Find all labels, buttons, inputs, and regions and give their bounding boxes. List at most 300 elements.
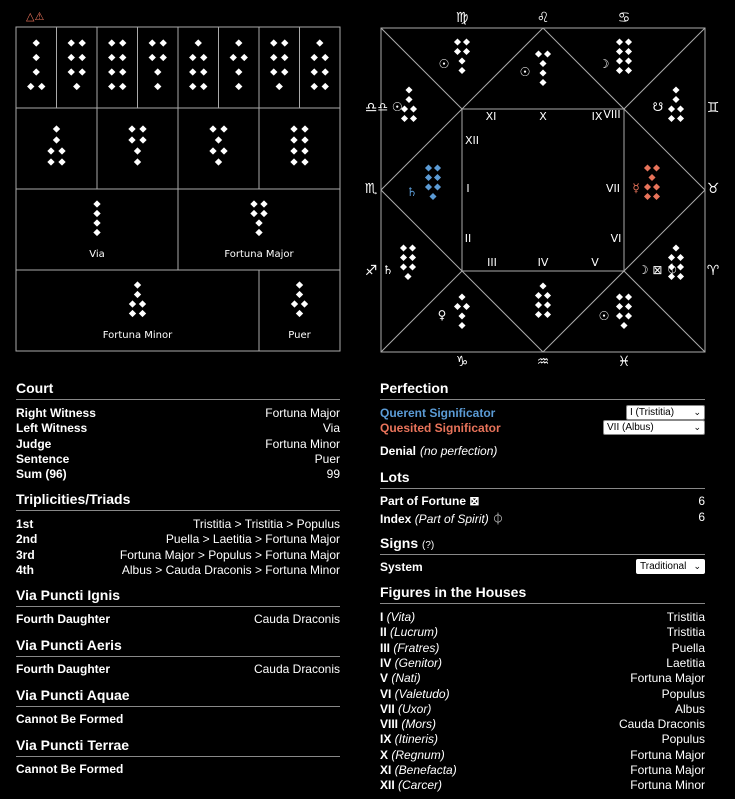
- via-aquae-label: Cannot Be Formed: [16, 712, 124, 726]
- figure-dot: [296, 281, 303, 288]
- zodiac-sign-icon: ♉: [706, 181, 720, 197]
- figure-dot: [653, 193, 660, 200]
- figure-dot: [93, 200, 100, 207]
- figure-dot: [409, 254, 416, 261]
- figure-dot: [544, 50, 551, 57]
- figure-dot: [281, 54, 288, 61]
- house-latin-name: (Itineris): [394, 732, 439, 747]
- shield-figure: [311, 39, 329, 90]
- figure-dot: [235, 68, 242, 75]
- divider: [16, 706, 340, 707]
- figure-dot: [119, 54, 126, 61]
- divider: [16, 756, 340, 757]
- planet-icon: ☉: [598, 309, 610, 323]
- house-label: [380, 732, 438, 746]
- figure-dot: [434, 183, 441, 190]
- figure-dot: [539, 60, 546, 67]
- house-number: VI: [380, 686, 395, 701]
- figure-dot: [400, 263, 407, 270]
- via-ignis-label: Fourth Daughter: [16, 612, 110, 626]
- house-label: [380, 671, 421, 685]
- house-row: [380, 671, 705, 685]
- figure-dot: [290, 125, 297, 132]
- figure-dot: [134, 158, 141, 165]
- house-latin-name: (Lucrum): [390, 625, 439, 640]
- querent-select[interactable]: [626, 405, 705, 420]
- triplicity-label: 1st: [16, 517, 34, 531]
- via-terrae-title: Via Puncti Terrae: [16, 737, 130, 753]
- figure-dot: [434, 164, 441, 171]
- house-numeral: VIII: [603, 108, 621, 121]
- house-latin-name: (Uxor): [398, 701, 432, 716]
- figure-dot: [154, 83, 161, 90]
- signs-help-link[interactable]: (?): [422, 540, 435, 551]
- shield-figure: [270, 39, 288, 90]
- figure-dot: [149, 39, 156, 46]
- planet-icon: ♀: [437, 308, 447, 322]
- figure-dot: [400, 254, 407, 261]
- house-number: I: [380, 610, 387, 624]
- divider: [16, 656, 340, 657]
- house-number: VII: [380, 701, 399, 716]
- figure-dot: [79, 54, 86, 61]
- house-label: [380, 763, 457, 777]
- figure-dot: [27, 83, 34, 90]
- figure-dot: [291, 300, 298, 307]
- house-numeral: VII: [605, 182, 621, 195]
- shield-chart: [0, 0, 360, 360]
- figure-dot: [544, 311, 551, 318]
- house-figure-xi: [454, 38, 470, 74]
- figure-dot: [134, 291, 141, 298]
- figure-dot: [270, 54, 277, 61]
- house-numeral: II: [464, 232, 472, 245]
- diagonal-line: [624, 28, 705, 109]
- figure-dot: [301, 300, 308, 307]
- shield-figure: [47, 125, 65, 165]
- figure-dot: [544, 301, 551, 308]
- index-row: [380, 510, 705, 527]
- figure-dot: [139, 310, 146, 317]
- triplicity-row: [16, 532, 340, 546]
- figure-dot: [108, 54, 115, 61]
- chevron-down-icon: ⌄: [693, 407, 701, 417]
- house-row: [380, 778, 705, 792]
- figure-dot: [160, 54, 167, 61]
- figure-dot: [129, 300, 136, 307]
- figure-dot: [410, 105, 417, 112]
- denial-row: [380, 444, 705, 458]
- house-row: [380, 763, 705, 777]
- figure-dot: [301, 125, 308, 132]
- figure-dot: [119, 39, 126, 46]
- figure-dot: [290, 136, 297, 143]
- shield-figure: [149, 39, 167, 90]
- figure-dot: [93, 219, 100, 226]
- figure-dot: [409, 263, 416, 270]
- figure-dot: [625, 57, 632, 64]
- figure-dot: [409, 244, 416, 251]
- via-aeris-label: Fourth Daughter: [16, 662, 110, 676]
- figure-dot: [47, 158, 54, 165]
- figure-dot: [53, 125, 60, 132]
- figure-dot: [616, 48, 623, 55]
- quesited-select[interactable]: [603, 420, 705, 435]
- house-chart: [360, 0, 735, 375]
- house-figure-name: Puella: [671, 640, 705, 655]
- via-ignis-title: Via Puncti Ignis: [16, 587, 120, 603]
- shield-figure-label: Puer: [288, 330, 311, 341]
- figure-dot: [241, 54, 248, 61]
- shield-figure: [129, 281, 146, 317]
- court-label: Right Witness: [16, 406, 96, 420]
- figure-dot: [539, 282, 546, 289]
- divider: [380, 488, 705, 489]
- quesited-select-value: VII (Albus): [607, 422, 654, 433]
- zodiac-sign-icon: ♋: [617, 10, 631, 26]
- figure-dot: [235, 39, 242, 46]
- house-figure-v: [616, 293, 632, 329]
- shield-figure: [230, 39, 248, 90]
- house-figure-viii: [668, 86, 684, 122]
- figure-dot: [33, 54, 40, 61]
- court-row: [16, 467, 340, 481]
- house-figure-i: [425, 164, 441, 200]
- planet-icon: ☽ ⊠ ⏀: [637, 263, 679, 277]
- figure-dot: [53, 136, 60, 143]
- house-figure-name: Tristitia: [666, 625, 705, 640]
- figure-dot: [119, 68, 126, 75]
- querent-label: Querent Significator: [380, 406, 496, 420]
- house-row: [380, 656, 705, 670]
- planet-icon: ☉: [438, 57, 450, 71]
- via-terrae-row: [16, 762, 340, 776]
- court-label: Sum (96): [16, 467, 67, 482]
- house-figure-name: Populus: [661, 686, 705, 701]
- figure-dot: [189, 54, 196, 61]
- figure-dot: [134, 147, 141, 154]
- figure-dot: [255, 219, 262, 226]
- house-figure-name: Fortuna Minor: [630, 778, 705, 793]
- figure-dot: [625, 312, 632, 319]
- figure-dot: [311, 83, 318, 90]
- figure-dot: [625, 48, 632, 55]
- figure-dot: [458, 312, 465, 319]
- figure-dot: [281, 39, 288, 46]
- house-number: IX: [380, 732, 395, 747]
- figure-dot: [33, 68, 40, 75]
- figure-dot: [230, 54, 237, 61]
- lots-title: Lots: [380, 469, 410, 485]
- figure-dot: [139, 125, 146, 132]
- figure-dot: [139, 300, 146, 307]
- house-number: IV: [380, 655, 395, 670]
- figure-dot: [677, 115, 684, 122]
- via-terrae-label: Cannot Be Formed: [16, 762, 124, 776]
- figure-dot: [73, 83, 80, 90]
- house-latin-name: (Carcer): [398, 778, 443, 793]
- figure-dot: [290, 147, 297, 154]
- system-select-value: Traditional: [640, 561, 687, 572]
- figure-dot: [189, 83, 196, 90]
- zodiac-sign-icon: ♐: [364, 263, 378, 279]
- figure-dot: [434, 174, 441, 181]
- figure-dot: [463, 38, 470, 45]
- figure-dot: [458, 293, 465, 300]
- house-numeral: IV: [537, 256, 549, 269]
- figure-dot: [189, 68, 196, 75]
- divider: [16, 510, 340, 511]
- figure-dot: [535, 292, 542, 299]
- signs-title-text: Signs: [380, 535, 419, 551]
- triplicity-row: [16, 517, 340, 531]
- figure-dot: [616, 38, 623, 45]
- figure-dot: [195, 39, 202, 46]
- house-numeral: IX: [591, 110, 603, 123]
- system-select[interactable]: [636, 559, 705, 574]
- warning-glyphs: △⚠: [26, 11, 45, 23]
- house-latin-name: (Valetudo): [394, 686, 450, 701]
- zodiac-sign-icon: ♈: [706, 263, 720, 279]
- shield-figure-label: Fortuna Minor: [102, 330, 173, 341]
- planet-icon: ☉: [519, 65, 531, 79]
- triplicity-label: 2nd: [16, 532, 38, 547]
- triplicity-row: [16, 563, 340, 577]
- figure-dot: [425, 174, 432, 181]
- house-numeral: V: [591, 256, 599, 269]
- triplicity-value: Fortuna Major > Populus > Fortuna Major: [119, 547, 340, 562]
- house-latin-name: (Benefacta): [394, 763, 457, 777]
- house-figure-name: Tristitia: [666, 610, 705, 624]
- figure-dot: [58, 158, 65, 165]
- figure-dot: [616, 303, 623, 310]
- figure-dot: [93, 229, 100, 236]
- figure-dot: [644, 164, 651, 171]
- figure-dot: [653, 183, 660, 190]
- house-number: V: [380, 671, 392, 686]
- house-number: VIII: [380, 717, 402, 732]
- house-latin-name: (Fratres): [393, 640, 440, 655]
- figure-dot: [200, 54, 207, 61]
- figure-dot: [149, 54, 156, 61]
- house-number: III: [380, 640, 394, 655]
- triplicity-row: [16, 548, 340, 562]
- figure-dot: [616, 293, 623, 300]
- figure-dot: [68, 54, 75, 61]
- figure-dot: [672, 86, 679, 93]
- triplicity-value: Tristitia > Tristitia > Populus: [193, 517, 340, 531]
- shield-figure: [290, 125, 308, 165]
- figure-dot: [410, 115, 417, 122]
- chevron-down-icon: ⌄: [693, 422, 701, 432]
- house-label: [380, 717, 436, 731]
- figure-dot: [535, 50, 542, 57]
- figure-dot: [301, 147, 308, 154]
- part-of-fortune-value: 6: [698, 494, 705, 508]
- court-row: [16, 406, 340, 420]
- house-numeral: I: [466, 182, 470, 195]
- perfection-title: Perfection: [380, 380, 449, 396]
- figure-dot: [648, 174, 655, 181]
- court-label: Left Witness: [16, 421, 88, 436]
- figure-dot: [616, 67, 623, 74]
- planet-icon: ♎ ☉: [377, 100, 403, 114]
- figure-dot: [281, 68, 288, 75]
- figure-dot: [677, 105, 684, 112]
- figure-dot: [401, 115, 408, 122]
- house-numeral: III: [487, 256, 497, 269]
- figure-dot: [535, 311, 542, 318]
- shield-figure: [128, 125, 146, 165]
- house-latin-name: (Mors): [401, 717, 437, 732]
- shield-figure: [68, 39, 86, 90]
- figure-dot: [539, 69, 546, 76]
- denial-label: Denial: [380, 444, 417, 458]
- via-aquae-row: [16, 712, 340, 726]
- houses-list-title: Figures in the Houses: [380, 584, 527, 600]
- divider: [16, 606, 340, 607]
- figure-dot: [160, 39, 167, 46]
- figure-dot: [119, 83, 126, 90]
- court-label: Judge: [16, 436, 52, 451]
- house-row: [380, 641, 705, 655]
- divider: [16, 399, 340, 400]
- via-aeris-row: [16, 662, 340, 676]
- figure-dot: [677, 254, 684, 261]
- house-numeral: VI: [610, 232, 622, 245]
- diagonal-line: [381, 28, 462, 109]
- part-of-fortune-row: [380, 494, 705, 508]
- figure-dot: [79, 68, 86, 75]
- diagonal-line: [381, 271, 462, 352]
- house-chart-center: [462, 109, 624, 271]
- figure-dot: [672, 244, 679, 251]
- house-figure-name: Albus: [674, 701, 705, 716]
- figure-dot: [463, 48, 470, 55]
- figure-dot: [134, 281, 141, 288]
- figure-dot: [311, 54, 318, 61]
- figure-dot: [93, 210, 100, 217]
- figure-dot: [215, 136, 222, 143]
- zodiac-sign-icon: ♌: [536, 10, 550, 26]
- figure-dot: [458, 57, 465, 64]
- figure-dot: [128, 125, 135, 132]
- figure-dot: [129, 310, 136, 317]
- figure-dot: [255, 229, 262, 236]
- figure-dot: [260, 200, 267, 207]
- shield-figure: [93, 200, 100, 236]
- figure-dot: [209, 147, 216, 154]
- house-label: [380, 656, 442, 670]
- signs-title: [380, 535, 434, 551]
- figure-dot: [620, 322, 627, 329]
- zodiac-sign-icon: ♍: [455, 10, 469, 26]
- figure-dot: [625, 293, 632, 300]
- zodiac-sign-icon: ♎: [364, 100, 378, 116]
- house-label: [380, 625, 438, 639]
- house-number: II: [380, 625, 391, 640]
- figure-dot: [200, 83, 207, 90]
- shield-figure: [250, 200, 267, 236]
- via-aeris-value: Cauda Draconis: [253, 662, 340, 676]
- house-label: [380, 748, 445, 762]
- figure-dot: [458, 322, 465, 329]
- triplicity-label: 4th: [16, 562, 34, 577]
- planet-icon: ♄: [382, 263, 394, 277]
- via-ignis-value: Cauda Draconis: [253, 612, 340, 626]
- figure-dot: [454, 48, 461, 55]
- diagonal-line: [624, 271, 705, 352]
- figure-dot: [276, 83, 283, 90]
- via-aquae-title: Via Puncti Aquae: [16, 687, 130, 703]
- index-label: Index: [380, 512, 412, 526]
- figure-dot: [290, 158, 297, 165]
- court-value: Puer: [314, 451, 340, 466]
- figure-dot: [535, 301, 542, 308]
- court-row: [16, 452, 340, 466]
- house-figure-ii: [400, 244, 416, 280]
- triplicity-value: Puella > Laetitia > Fortuna Major: [165, 532, 340, 547]
- divider: [380, 399, 705, 400]
- house-figure-ix: [616, 38, 632, 74]
- part-of-fortune-label: Part of Fortune ⊠: [380, 494, 480, 508]
- figure-dot: [316, 39, 323, 46]
- house-label: [380, 610, 415, 624]
- figure-dot: [653, 164, 660, 171]
- house-figure-vii: [644, 164, 660, 200]
- court-value: Fortuna Major: [265, 406, 340, 420]
- figure-dot: [616, 312, 623, 319]
- figure-dot: [668, 254, 675, 261]
- divider: [380, 554, 705, 555]
- house-latin-name: (Nati): [391, 671, 421, 686]
- figure-dot: [322, 68, 329, 75]
- zodiac-sign-icon: ♓: [617, 354, 631, 370]
- figure-dot: [200, 68, 207, 75]
- house-figure-name: Fortuna Major: [630, 763, 705, 777]
- divider: [380, 603, 705, 604]
- house-row: [380, 702, 705, 716]
- house-figure-iv: [535, 282, 551, 318]
- house-figure-name: Fortuna Major: [630, 671, 705, 686]
- house-latin-name: (Vita): [386, 610, 416, 624]
- figure-dot: [405, 86, 412, 93]
- court-row: [16, 437, 340, 451]
- chevron-down-icon: ⌄: [693, 561, 701, 571]
- planet-icon: ☋: [652, 100, 664, 114]
- shield-figure-label: Fortuna Major: [224, 249, 294, 260]
- figure-dot: [108, 83, 115, 90]
- triplicity-label: 3rd: [16, 547, 35, 562]
- figure-dot: [250, 200, 257, 207]
- querent-select-value: I (Tristitia): [630, 407, 675, 418]
- figure-dot: [405, 96, 412, 103]
- figure-dot: [400, 244, 407, 251]
- index-note: (Part of Spirit): [414, 512, 489, 526]
- figure-dot: [454, 38, 461, 45]
- via-ignis-row: [16, 612, 340, 626]
- house-number: XI: [380, 763, 395, 777]
- figure-dot: [215, 158, 222, 165]
- house-label: [380, 687, 450, 701]
- figure-dot: [425, 183, 432, 190]
- house-latin-name: (Regnum): [391, 747, 445, 762]
- figure-dot: [139, 136, 146, 143]
- house-numeral: XI: [485, 110, 497, 123]
- zodiac-sign-icon: ♑: [455, 354, 469, 370]
- figure-dot: [108, 39, 115, 46]
- house-number: X: [380, 747, 392, 762]
